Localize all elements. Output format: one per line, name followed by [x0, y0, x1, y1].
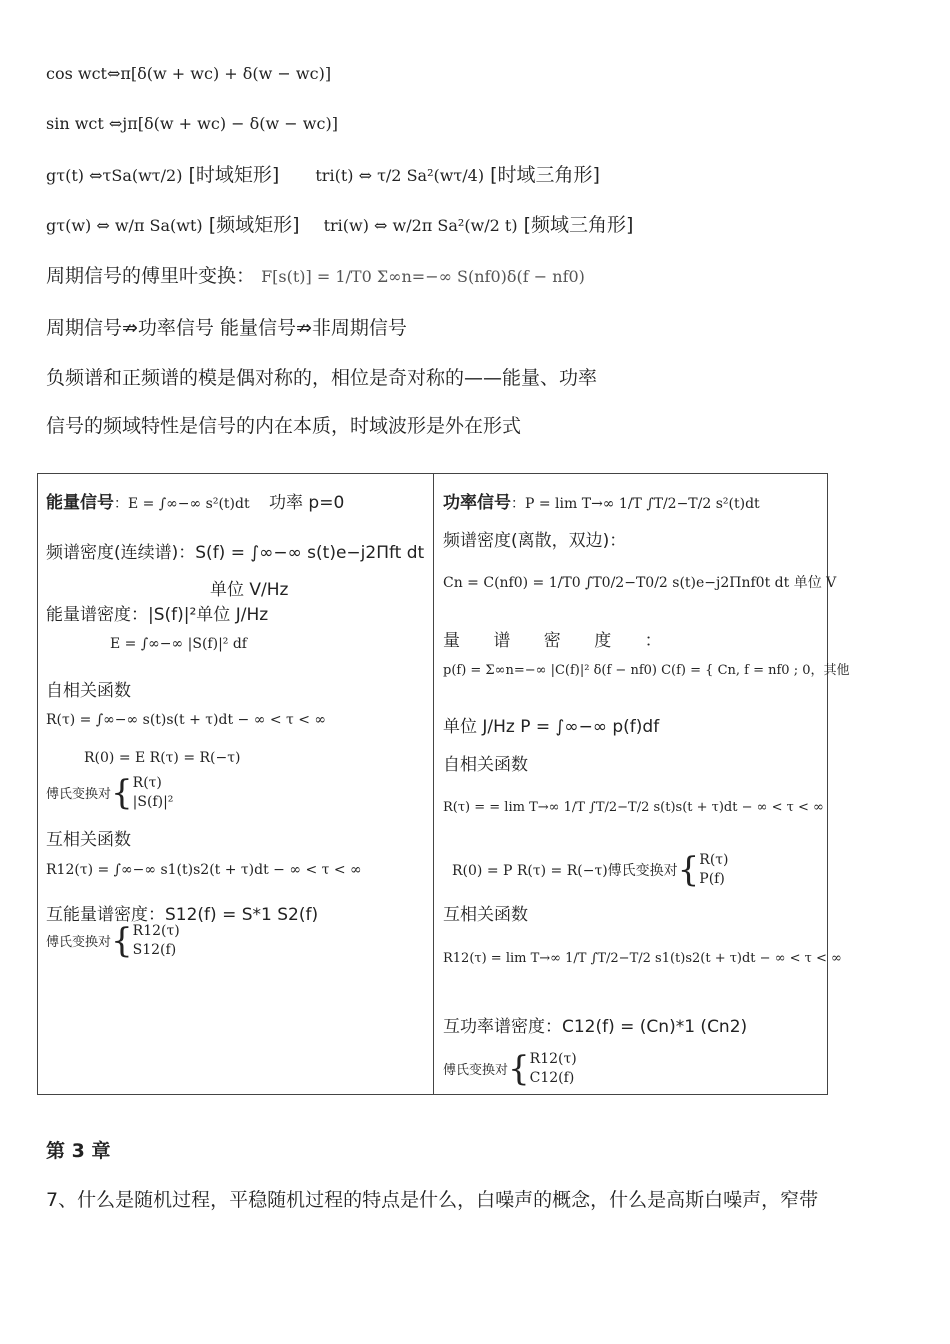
- energy-spectral-density: 能量谱密度：|S(f)|²单位 J/Hz: [46, 605, 269, 625]
- right-crosscorr: R12(τ) = lim T→∞ 1/T ∫T/2−T/2 s1(t)s2(t + τ)dt − ∞ < τ < ∞: [443, 951, 842, 966]
- signal-relation: 周期信号⇏功率信号 能量信号⇏非周期信号: [46, 317, 407, 339]
- left-ft2-label: 傅氏变换对: [46, 935, 112, 950]
- formula-freq-tri: tri(w) ⇔ w/2π Sa²(w/2 t): [323, 216, 518, 235]
- formula-sin: sin wct ⇔jπ[δ(w + wc) − δ(w − wc)]: [46, 114, 338, 133]
- left-autocorr: R(τ) = ∫∞−∞ s(t)s(t + τ)dt − ∞ < τ < ∞: [46, 712, 327, 728]
- right-ft-stack: [699, 851, 728, 889]
- left-ft2-b: S12(f): [132, 942, 177, 958]
- formula-freq-rect: gτ(w) ⇔ w/π Sa(wt): [46, 216, 203, 235]
- energy-signal-title: 能量信号: [46, 493, 114, 513]
- label-freq-rect: [频域矩形]: [208, 214, 300, 236]
- cross-esd: 互能量谱密度：S12(f) = S*1 S2(f): [46, 905, 319, 925]
- left-ft-a: R(τ): [132, 775, 162, 791]
- left-crosscorr: R12(τ) = ∫∞−∞ s1(t)s2(t + τ)dt − ∞ < τ < ∞: [46, 862, 362, 878]
- left-ft-pair2: [46, 922, 180, 960]
- right-ft2-b: C12(f): [529, 1070, 575, 1086]
- pf-formula: p(f) = Σ∞n=−∞ |C(f)|² δ(f − nf0) C(f) = { Cn, f = nf0 ; 0，其他: [443, 663, 850, 678]
- power-signal-row: [443, 488, 760, 513]
- right-r0: R(0) = P R(τ) = R(−τ)傅氏变换对: [452, 863, 678, 879]
- right-ft-b: P(f): [699, 871, 725, 887]
- left-crosscorr-title: 互相关函数: [46, 830, 131, 850]
- formula-freq-rect-row: [46, 210, 633, 237]
- periodic-ft-row: [46, 261, 585, 288]
- table-divider: [433, 474, 434, 1094]
- brace-icon: {: [677, 850, 700, 890]
- right-ft2-a: R12(τ): [529, 1051, 577, 1067]
- right-ft2-stack: [530, 1050, 577, 1088]
- formula-time-rect-row: [46, 160, 600, 187]
- chapter-heading: 第 3 章: [46, 1140, 111, 1162]
- right-autocorr-title: 自相关函数: [443, 755, 528, 775]
- left-autocorr-title: 自相关函数: [46, 681, 131, 701]
- psd-label: 量 谱 密 度 ：: [443, 631, 662, 651]
- frequency-essence: 信号的频域特性是信号的内在本质，时域波形是外在形式: [46, 415, 522, 437]
- right-autocorr: R(τ) = = lim T→∞ 1/T ∫T/2−T/2 s(t)s(t + τ)dt − ∞ < τ < ∞: [443, 800, 824, 815]
- left-ft-stack: [133, 774, 174, 812]
- energy-formula: ：E = ∫∞−∞ s²(t)dt: [114, 496, 250, 512]
- brace-icon: {: [111, 921, 133, 961]
- label-time-tri: [时域三角形]: [490, 164, 600, 186]
- energy-integral: E = ∫∞−∞ |S(f)|² df: [110, 636, 247, 652]
- left-spectral-density: 频谱密度(连续谱)：S(f) = ∫∞−∞ s(t)e−j2Πft dt: [46, 543, 425, 563]
- periodic-ft-formula: F[s(t)] = 1/T0 Σ∞n=−∞ S(nf0)δ(f − nf0): [261, 267, 585, 286]
- label-freq-tri: [频域三角形]: [523, 214, 634, 236]
- brace-icon: {: [111, 773, 133, 813]
- left-r0: R(0) = E R(τ) = R(−τ): [84, 750, 241, 766]
- formula-time-tri: tri(t) ⇔ τ/2 Sa²(wτ/4): [315, 166, 485, 185]
- right-r0-row: [452, 851, 729, 889]
- left-ft-label: 傅氏变换对: [46, 787, 112, 802]
- power-zero: 功率 p=0: [269, 493, 345, 513]
- right-ft-a: R(τ): [699, 852, 729, 868]
- left-ft2-a: R12(τ): [132, 923, 180, 939]
- periodic-ft-label: 周期信号的傅里叶变换：: [46, 265, 256, 287]
- question-7: 7、什么是随机过程，平稳随机过程的特点是什么，白噪声的概念，什么是高斯白噪声，窄带: [46, 1189, 819, 1211]
- brace-icon: {: [508, 1049, 530, 1089]
- label-time-rect: [时域矩形]: [188, 164, 280, 186]
- cn-formula: Cn = C(nf0) = 1/T0 ∫T0/2−T0/2 s(t)e−j2Πnf0t dt 单位 V: [443, 575, 837, 591]
- spectrum-symmetry: 负频谱和正频谱的模是偶对称的，相位是奇对称的——能量、功率: [46, 367, 598, 389]
- left-ft2-stack: [133, 922, 180, 960]
- right-crosscorr-title: 互相关函数: [443, 905, 528, 925]
- cross-psd: 互功率谱密度：C12(f) = (Cn)*1 (Cn2): [443, 1017, 748, 1037]
- power-formula: ：P = lim T→∞ 1/T ∫T/2−T/2 s²(t)dt: [511, 496, 760, 512]
- signal-comparison-table: [37, 473, 850, 1095]
- right-spectral-density: 频谱密度(离散，双边)：: [443, 531, 627, 551]
- left-ft-b: |S(f)|²: [132, 794, 174, 810]
- left-unit: 单位 V/Hz: [210, 580, 289, 600]
- right-ft2-label: 傅氏变换对: [443, 1063, 509, 1078]
- power-signal-title: 功率信号: [443, 493, 511, 513]
- energy-signal-row: [46, 488, 344, 513]
- left-ft-pair: [46, 774, 173, 812]
- right-unit: 单位 J/Hz P = ∫∞−∞ p(f)df: [443, 717, 660, 737]
- right-ft-pair2: [443, 1050, 577, 1088]
- formula-time-rect: gτ(t) ⇔τSa(wτ/2): [46, 166, 183, 185]
- formula-cos: cos wct⇔π[δ(w + wc) + δ(w − wc)]: [46, 64, 332, 83]
